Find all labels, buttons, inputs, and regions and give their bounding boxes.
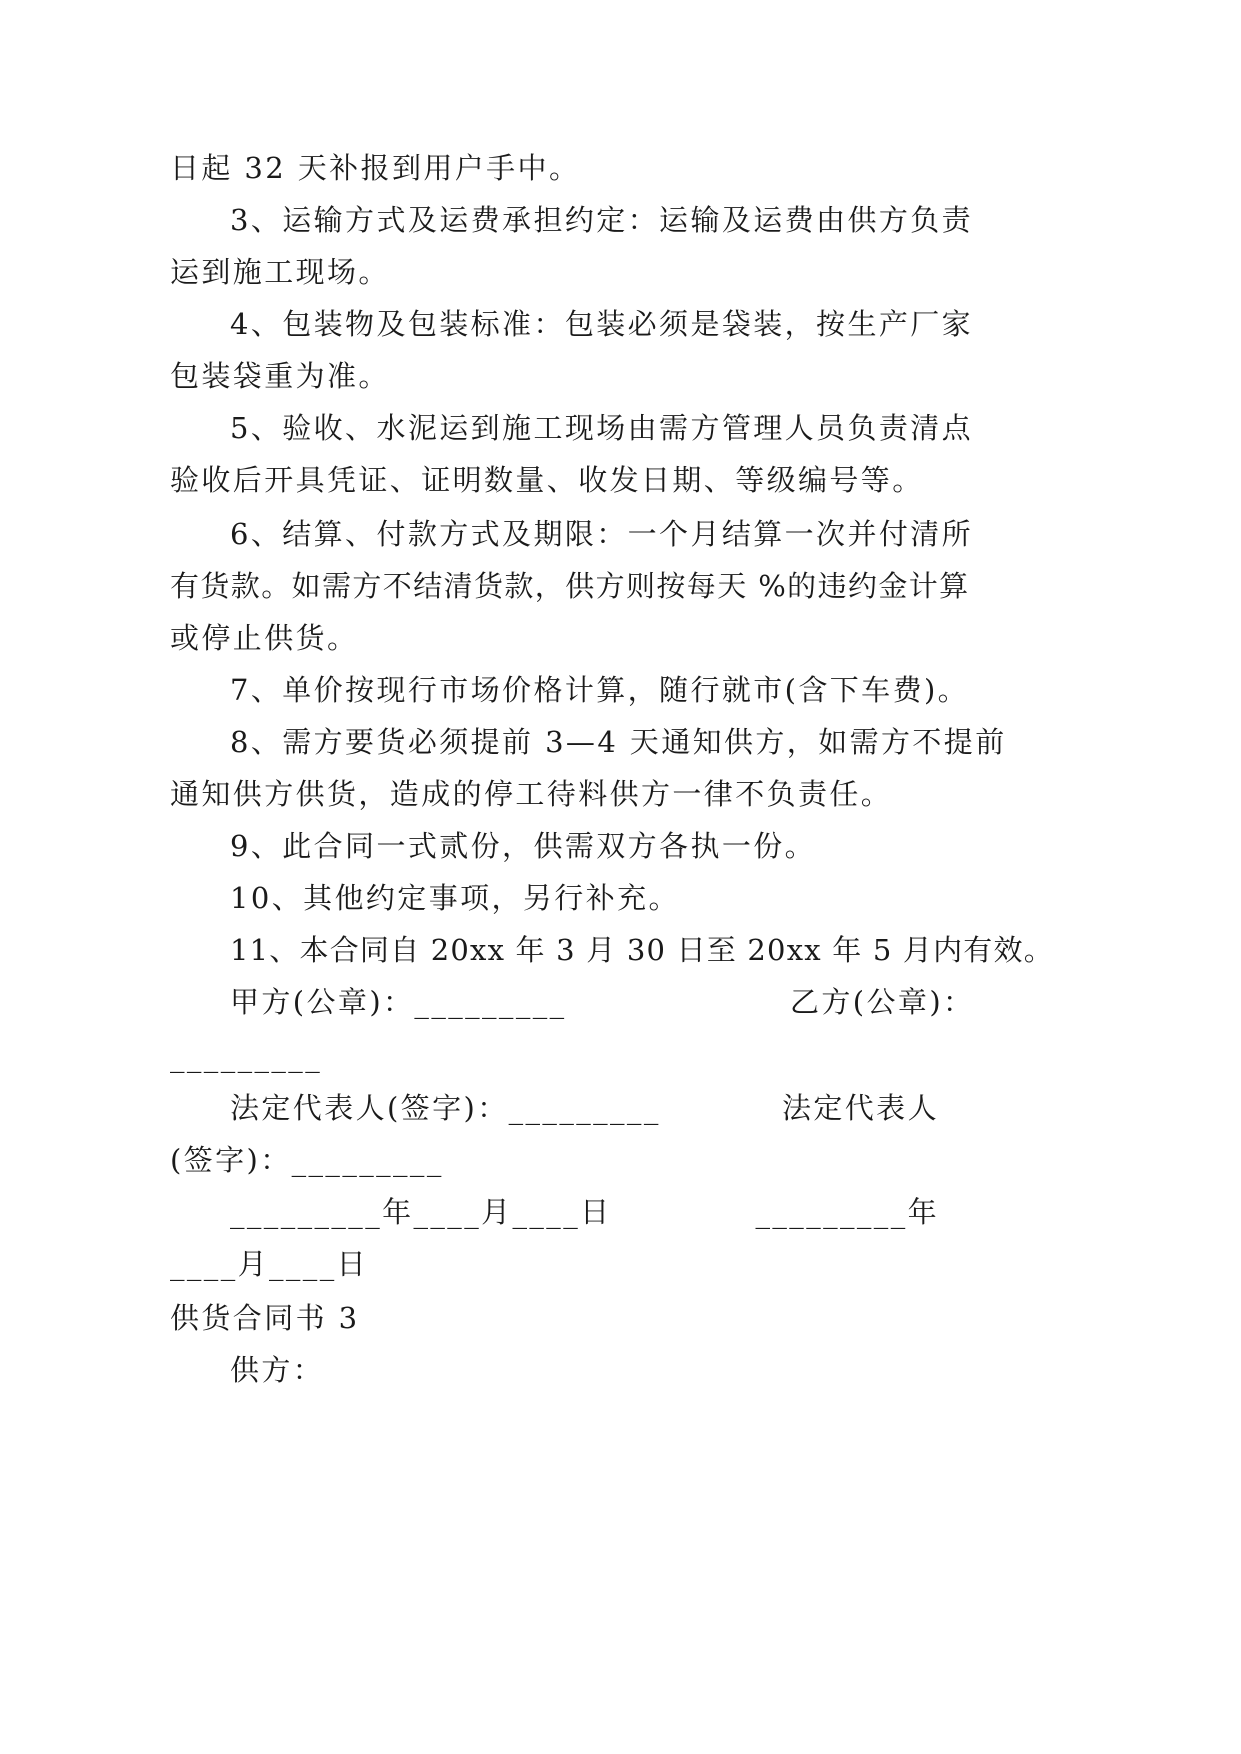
party-b-date-cont: ____月____日 xyxy=(170,1247,369,1281)
clause-4-line-2: 包装袋重为准。 xyxy=(170,359,390,393)
clause-3-line-2: 运到施工现场。 xyxy=(170,255,390,289)
clause-8-line-2: 通知供方供货，造成的停工待料供方一律不负责任。 xyxy=(170,777,893,811)
clause-5-line-2: 验收后开具凭证、证明数量、收发日期、等级编号等。 xyxy=(170,463,924,497)
supplier-label: 供方： xyxy=(230,1353,325,1387)
clause-6-line-1: 6、结算、付款方式及期限：一个月结算一次并付清所 xyxy=(230,517,974,551)
body-line: 日起 32 天补报到用户手中。 xyxy=(170,151,581,185)
clause-11-line: 11、本合同自 20xx 年 3 月 30 日至 20xx 年 5 月内有效。 xyxy=(230,933,1054,967)
party-b-seal-blank: _________ xyxy=(170,1039,323,1073)
clause-6-line-3: 或停止供货。 xyxy=(170,621,359,655)
clause-3-line-1: 3、运输方式及运费承担约定：运输及运费由供方负责 xyxy=(230,203,974,237)
clause-4-line-1: 4、包装物及包装标准：包装必须是袋装，按生产厂家 xyxy=(230,307,974,341)
party-a-seal: 甲方(公章)：_________ xyxy=(230,985,567,1019)
party-a-representative: 法定代表人(签字)：_________ xyxy=(230,1091,661,1125)
clause-6-line-2: 有货款。如需方不结清货款，供方则按每天 %的违约金计算 xyxy=(170,569,970,603)
party-b-date: _________年 xyxy=(755,1195,939,1229)
clause-8-line-1: 8、需方要货必须提前 3—4 天通知供方，如需方不提前 xyxy=(230,725,1007,759)
clause-10-line: 10、其他约定事项，另行补充。 xyxy=(230,881,680,915)
party-b-representative: 法定代表人 xyxy=(781,1091,939,1125)
party-a-date: _________年____月____日 xyxy=(230,1195,612,1229)
clause-5-line-1: 5、验收、水泥运到施工现场由需方管理人员负责清点 xyxy=(230,411,974,445)
party-b-representative-cont: (签字)：_________ xyxy=(170,1143,444,1177)
section-title: 供货合同书 3 xyxy=(170,1301,360,1335)
clause-7-line: 7、单价按现行市场价格计算，随行就市(含下车费)。 xyxy=(230,673,970,707)
clause-9-line: 9、此合同一式贰份，供需双方各执一份。 xyxy=(230,829,817,863)
party-b-seal: 乙方(公章)： xyxy=(790,985,975,1019)
